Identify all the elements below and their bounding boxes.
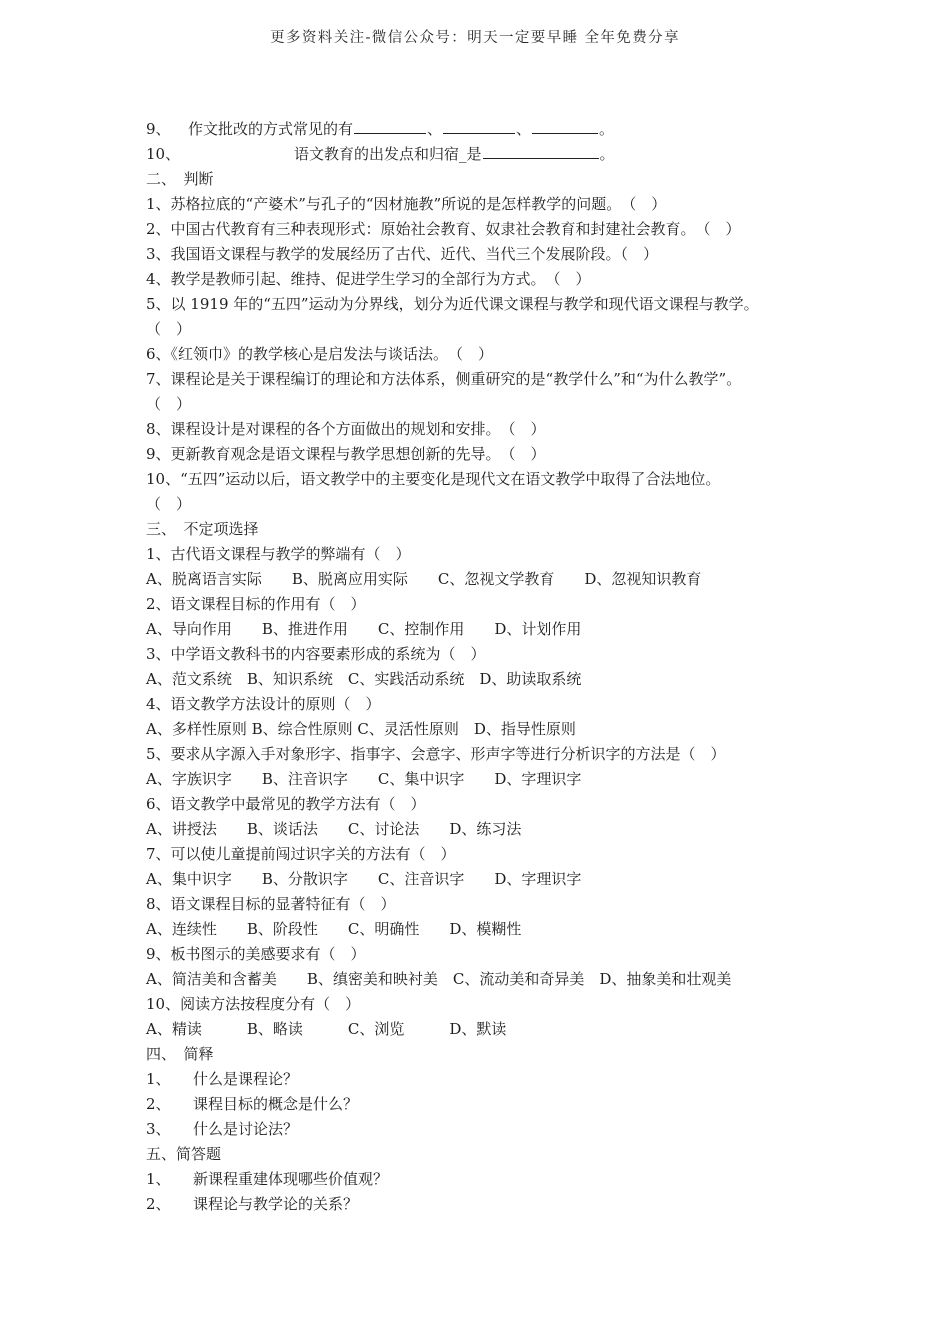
choice-question: 1、古代语文课程与教学的弊端有（ ） (146, 545, 411, 563)
answer-blank[interactable] (483, 143, 599, 159)
short-answer-item: 2、 课程论与教学论的关系？ (146, 1195, 359, 1213)
choice-options: A、多样性原则 B、综合性原则 C、灵活性原则 D、指导性原则 (146, 720, 576, 738)
choice-options: A、讲授法 B、谈话法 C、讨论法 D、练习法 (146, 820, 522, 838)
separator: 、 (427, 120, 443, 138)
period: 。 (599, 145, 615, 163)
choice-options: A、导向作用 B、推进作用 C、控制作用 D、计划作用 (146, 620, 582, 638)
section-title-choice: 三、 不定项选择 (146, 520, 259, 538)
item-number: 9、 (146, 120, 171, 138)
choice-options: A、连续性 B、阶段性 C、明确性 D、模糊性 (146, 920, 522, 938)
answer-blank[interactable] (532, 118, 598, 134)
judgment-item: 7、课程论是关于课程编订的理论和方法体系，侧重研究的是“教学什么”和“为什么教学”。 (146, 370, 742, 388)
judgment-item: 4、教学是教师引起、维持、促进学生学习的全部行为方式。 （ ） (146, 270, 591, 288)
separator: 、 (516, 120, 532, 138)
choice-question: 7、可以使儿童提前闯过识字关的方法有（ ） (146, 845, 456, 863)
choice-options: A、简洁美和含蓄美 B、缜密美和映衬美 C、流动美和奇异美 D、抽象美和壮观美 (146, 970, 732, 988)
fill-blank-9 (146, 117, 846, 142)
choice-options: A、范文系统 B、知识系统 C、实践活动系统 D、助读取系统 (146, 670, 582, 688)
section-title-judgment: 二、 判断 (146, 170, 214, 188)
judgment-item: 3、我国语文课程与教学的发展经历了古代、近代、当代三个发展阶段。（ ） (146, 245, 659, 263)
judgment-item: 5、以 1919 年的“五四”运动为分界线，划分为近代课文课程与教学和现代语文课程与教学。 (146, 295, 759, 313)
choice-question: 4、语文教学方法设计的原则（ ） (146, 695, 381, 713)
page-header: 更多资料关注-微信公众号：明天一定要早睡 全年免费分享 (270, 30, 680, 46)
choice-options: A、集中识字 B、分散识字 C、注音识字 D、字理识字 (146, 870, 582, 888)
question-text: 语文教育的出发点和归宿_是 (294, 145, 482, 163)
judgment-item: 9、更新教育观念是语文课程与教学思想创新的先导。 （ ） (146, 445, 546, 463)
choice-question: 6、语文教学中最常见的教学方法有（ ） (146, 795, 426, 813)
choice-options: A、脱离语言实际 B、脱离应用实际 C、忽视文学教育 D、忽视知识教育 (146, 570, 702, 588)
answer-blank[interactable] (443, 118, 515, 134)
judgment-item: 1、苏格拉底的“产婆术”与孔子的“因材施教”所说的是怎样教学的问题。 （ ） (146, 195, 667, 213)
choice-options: A、精读 B、略读 C、浏览 D、默读 (146, 1020, 507, 1038)
judgment-item: 2、中国古代教育有三种表现形式：原始社会教育、奴隶社会教育和封建社会教育。 （ ） (146, 220, 741, 238)
item-number: 10、 (146, 145, 181, 163)
period: 。 (599, 120, 615, 138)
choice-question: 10、阅读方法按程度分有（ ） (146, 995, 361, 1013)
judgment-item: 6、《红领巾》的教学核心是启发法与谈话法。 （ ） (146, 345, 494, 363)
explain-item: 1、 什么是课程论？ (146, 1070, 299, 1088)
choice-question: 9、板书图示的美感要求有（ ） (146, 945, 366, 963)
judgment-paren: （ ） (146, 320, 192, 338)
explain-item: 2、 课程目标的概念是什么？ (146, 1095, 359, 1113)
fill-blank-10 (146, 142, 846, 167)
choice-options: A、字族识字 B、注音识字 C、集中识字 D、字理识字 (146, 770, 582, 788)
choice-question: 8、语文课程目标的显著特征有（ ） (146, 895, 396, 913)
explain-item: 3、 什么是讨论法？ (146, 1120, 299, 1138)
judgment-paren: （ ） (146, 495, 192, 513)
judgment-paren: （ ） (146, 395, 192, 413)
exam-content (146, 117, 846, 1217)
section-title-short-answer: 五、简答题 (146, 1145, 222, 1163)
answer-blank[interactable] (354, 118, 426, 134)
judgment-item: 8、课程设计是对课程的各个方面做出的规划和安排。 （ ） (146, 420, 546, 438)
section-title-explain: 四、 简释 (146, 1045, 214, 1063)
short-answer-item: 1、 新课程重建体现哪些价值观？ (146, 1170, 389, 1188)
choice-question: 5、要求从字源入手对象形字、指事字、会意字、形声字等进行分析识字的方法是（ ） (146, 745, 726, 763)
choice-question: 2、语文课程目标的作用有（ ） (146, 595, 366, 613)
question-text: 作文批改的方式常见的有 (188, 120, 354, 138)
judgment-item: 10、“五四”运动以后，语文教学中的主要变化是现代文在语文教学中取得了合法地位。 (146, 470, 721, 488)
choice-question: 3、中学语文教科书的内容要素形成的系统为（ ） (146, 645, 486, 663)
